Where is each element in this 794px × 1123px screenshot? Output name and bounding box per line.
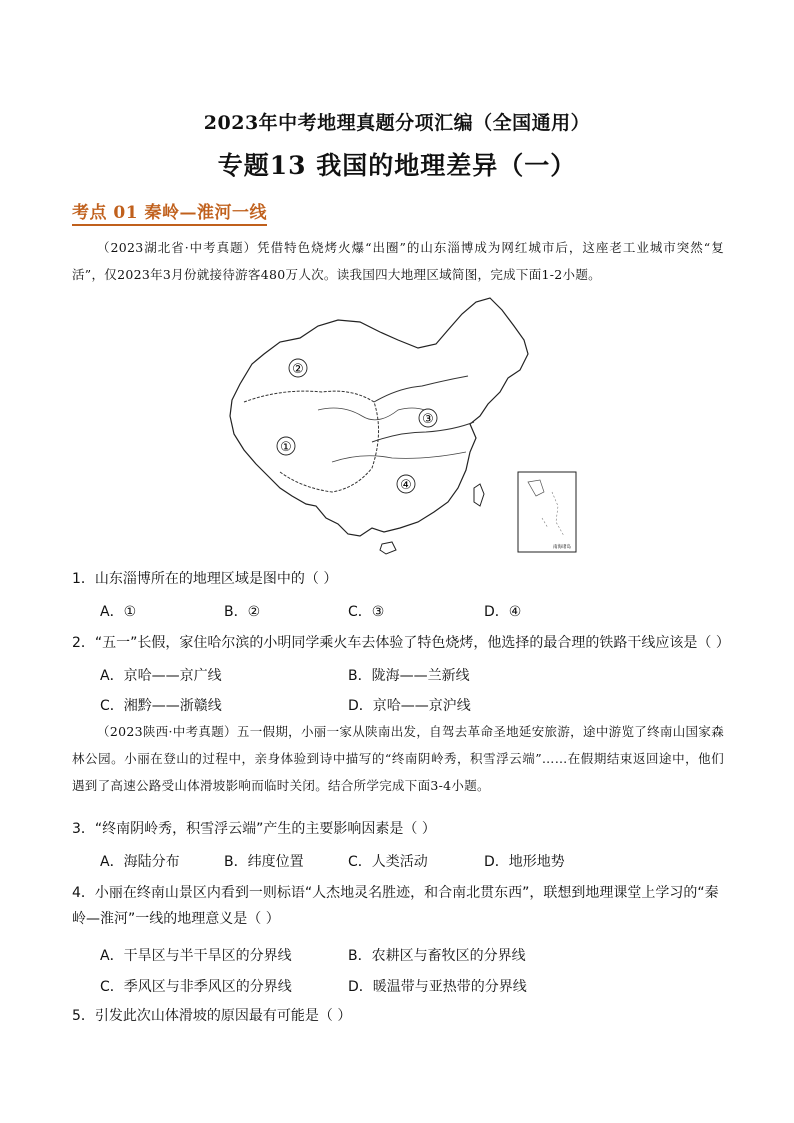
q1-option-d[interactable]: D．④ <box>484 604 522 620</box>
question-2: 2．“五一”长假，家住哈尔滨的小明同学乘火车去体验了特色烧烤，他选择的最合理的铁路干线应该是（ ） <box>72 635 730 651</box>
q2-option-b[interactable]: B．陇海——兰新线 <box>348 668 470 684</box>
intro-paragraph-2: （2023陕西·中考真题）五一假期，小丽一家从陕南出发，自驾去革命圣地延安旅游，途中游览了终南山国家森林公园。小丽在登山的过程中，亲身体验到诗中描写的“终南阴岭秀，积雪浮云端”……在假期结束返回途中，他们遇到了高速公路受山体滑坡影响而临时关闭。结合所学完成下面3-4小题。 <box>72 724 724 793</box>
hainan-island <box>380 542 396 554</box>
document-title: 2023年中考地理真题分项汇编（全国通用） <box>203 112 591 134</box>
q1-option-c[interactable]: C．③ <box>348 604 385 620</box>
q4-option-b[interactable]: B．农耕区与畜牧区的分界线 <box>348 948 526 964</box>
q1-option-b[interactable]: B．② <box>224 604 261 620</box>
question-1: 1．山东淄博所在的地理区域是图中的（ ） <box>72 571 338 587</box>
taiwan-island <box>474 484 484 506</box>
q4-option-c[interactable]: C．季风区与非季风区的分界线 <box>100 979 292 995</box>
question-4: 4．小丽在终南山景区内看到一则标语“人杰地灵名胜迹，和合南北贯东西”，联想到地理课堂上学习的“秦岭—淮河”一线的地理意义是（ ） <box>72 885 719 927</box>
topic-title: 专题13 我国的地理差异（一） <box>217 151 577 180</box>
south-sea-inset <box>518 472 576 552</box>
q2-option-a[interactable]: A．京哈——京广线 <box>100 668 222 684</box>
region-3-label: ③ <box>422 412 434 427</box>
question-3: 3．“终南阴岭秀，积雪浮云端”产生的主要影响因素是（ ） <box>72 821 436 837</box>
qinghai-tibet-boundary <box>244 391 379 492</box>
q4-option-a[interactable]: A．干旱区与半干旱区的分界线 <box>100 948 292 964</box>
china-outline <box>230 298 528 536</box>
q3-option-a[interactable]: A．海陆分布 <box>100 854 180 870</box>
inset-label: 南海诸岛 <box>553 545 571 550</box>
region-1-label: ① <box>280 440 292 455</box>
china-regions-map <box>222 292 590 558</box>
northwest-boundary <box>374 376 468 402</box>
section-heading: 考点 01 秦岭—淮河一线 <box>72 198 267 226</box>
question-5: 5．引发此次山体滑坡的原因最有可能是（ ） <box>72 1008 352 1024</box>
q4-option-d[interactable]: D．暖温带与亚热带的分界线 <box>348 979 527 995</box>
region-2-label: ② <box>292 362 304 377</box>
q3-option-d[interactable]: D．地形地势 <box>484 854 565 870</box>
q1-option-a[interactable]: A．① <box>100 604 137 620</box>
intro-paragraph-1: （2023湖北省·中考真题）凭借特色烧烤火爆“出圈”的山东淄博成为网红城市后，这座老工业城市突然“复活”，仅2023年3月份就接待游客480万人次。读我国四大地理区域简图，完成下面1-2小题。 <box>72 240 724 282</box>
q2-option-d[interactable]: D．京哈——京沪线 <box>348 698 471 714</box>
river-yangtze <box>332 452 466 462</box>
region-4-label: ④ <box>400 478 412 493</box>
q2-option-c[interactable]: C．湘黔——浙赣线 <box>100 698 222 714</box>
q3-option-c[interactable]: C．人类活动 <box>348 854 428 870</box>
q3-option-b[interactable]: B．纬度位置 <box>224 854 304 870</box>
